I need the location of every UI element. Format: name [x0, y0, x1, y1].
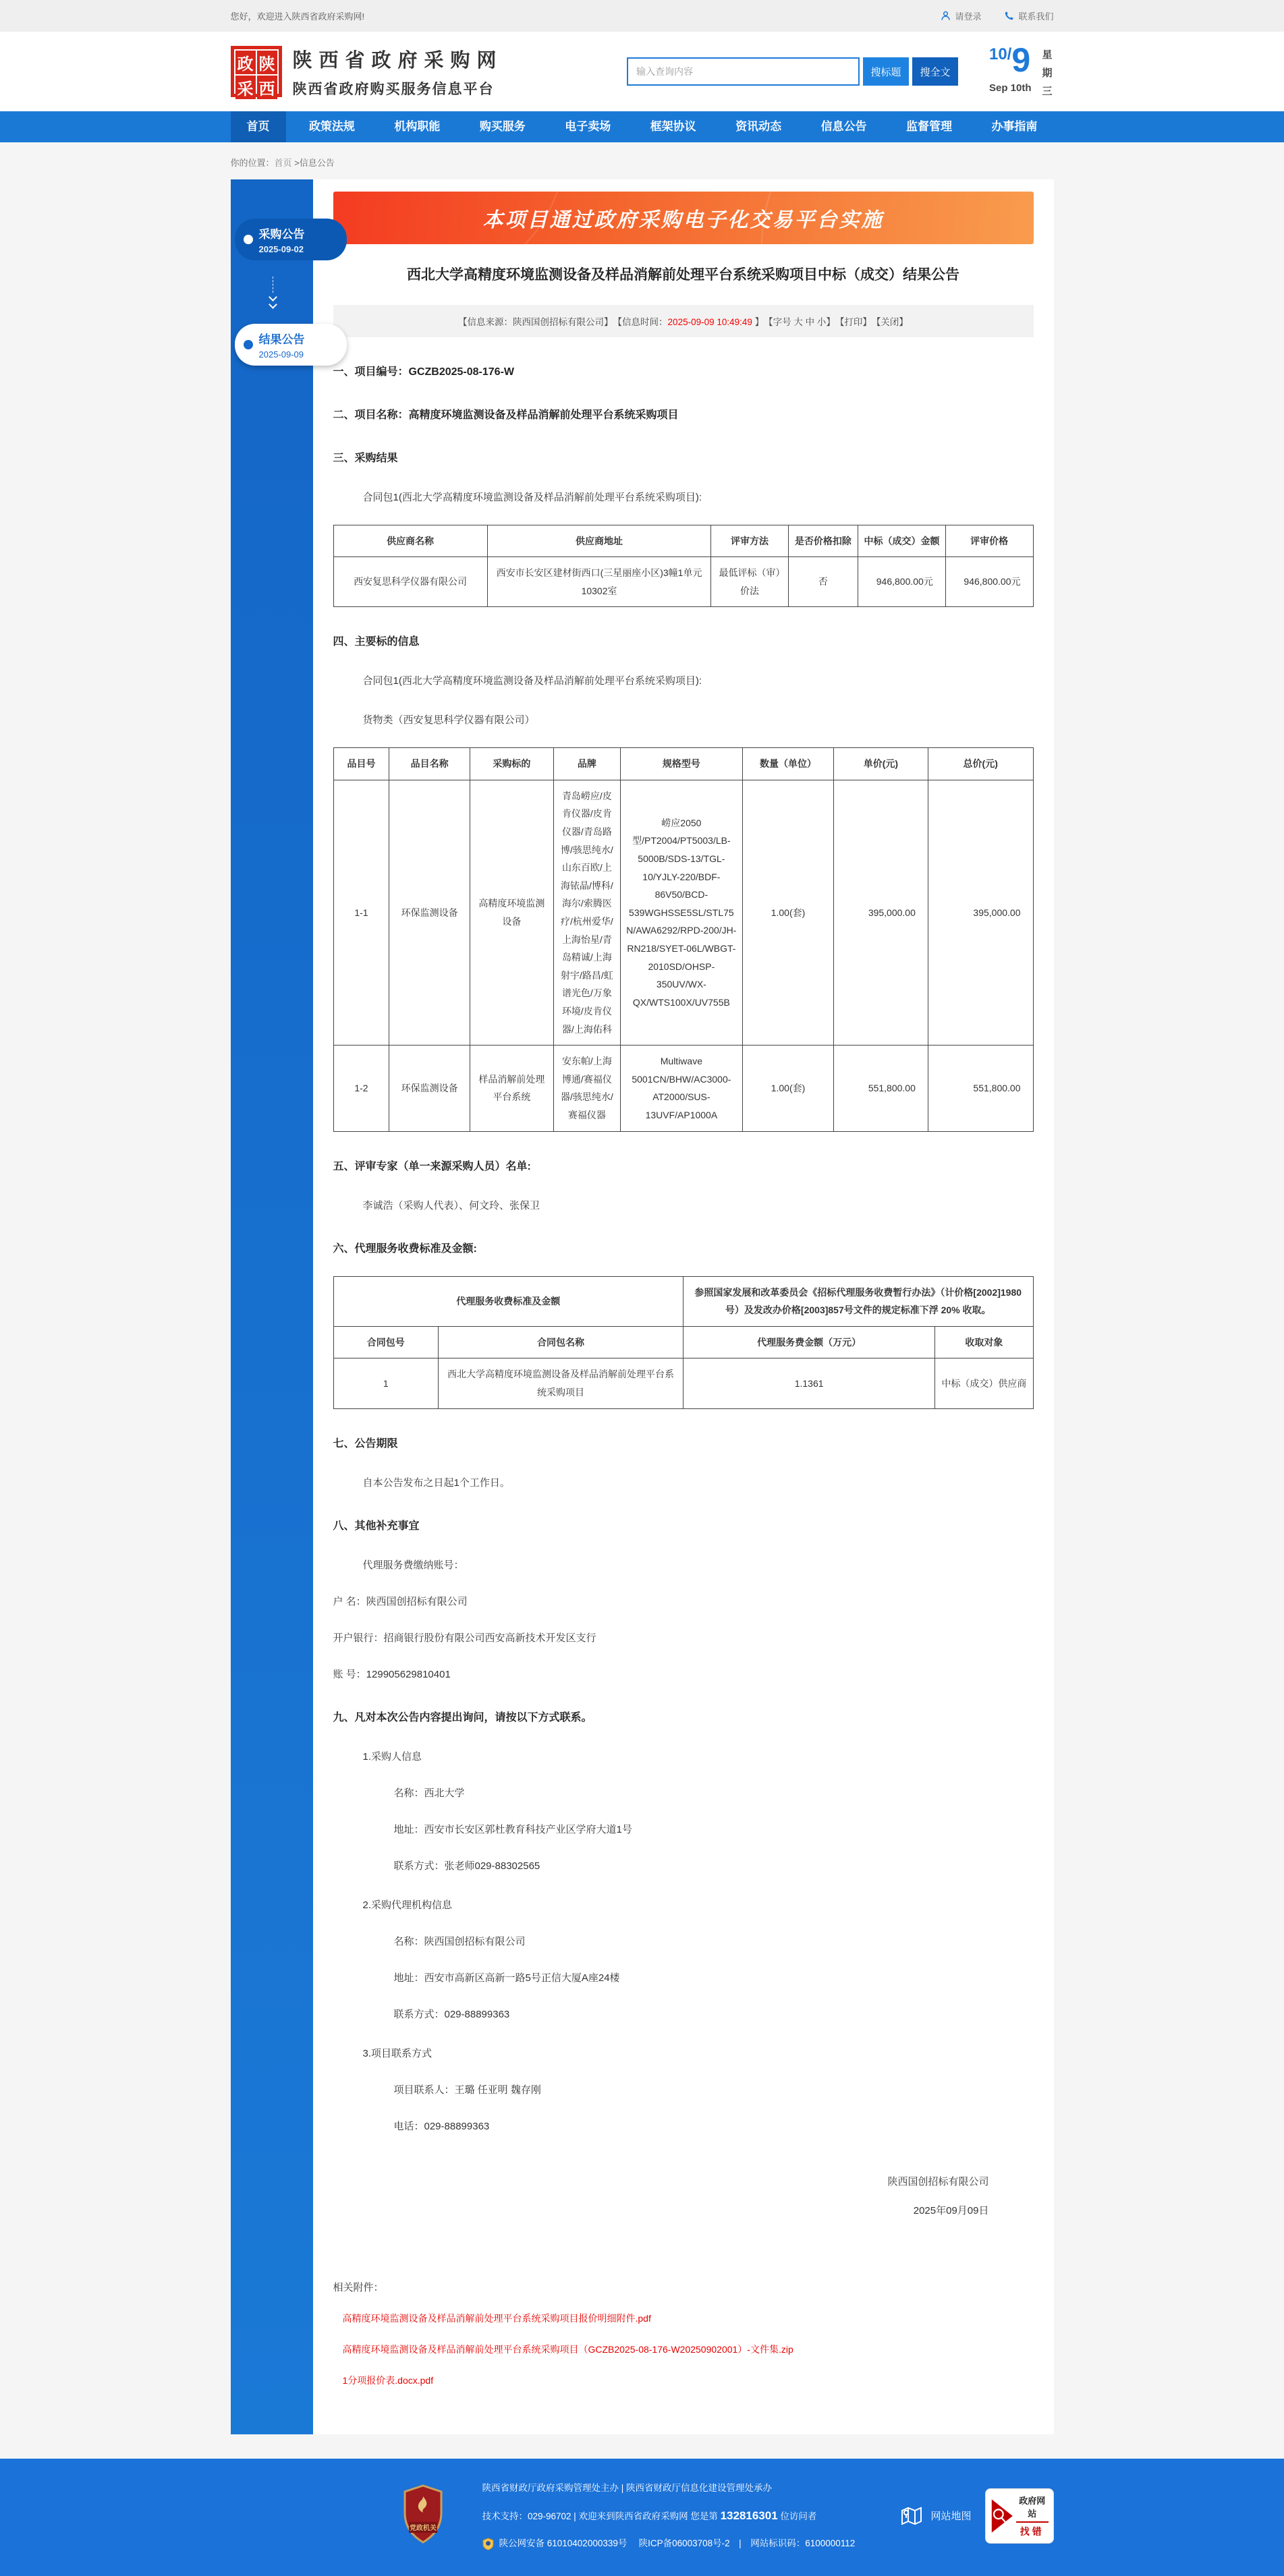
agency-name: 名称：陕西国创招标有限公司: [393, 1935, 526, 1947]
table-header-row: 品目号 品目名称 采购标的 品牌 规格型号 数量（单位） 单价(元) 总价(元): [333, 748, 1033, 780]
attachments: [333, 2280, 1034, 2387]
award-amount: 946,800.00元: [858, 557, 946, 607]
bank-name: 开户银行：招商银行股份有限公司西安高新技术开发区支行: [333, 1632, 596, 1644]
map-icon: [899, 2504, 924, 2528]
visitor-count: 132816301: [720, 2509, 778, 2522]
party-gov-emblem: [401, 2484, 445, 2547]
weekday-label: 星期三: [1042, 49, 1053, 97]
info-source: 【信息来源：陕西国创招标有限公司】: [458, 316, 609, 327]
site-subtitle: 陕西省政府购买服务信息平台: [292, 81, 495, 97]
nav-item-e-mall[interactable]: 电子卖场: [565, 120, 611, 133]
sitemap-link[interactable]: 网站地图: [899, 2504, 971, 2528]
user-icon: [941, 11, 951, 21]
agency-group-title: 2.采购代理机构信息: [362, 1899, 453, 1911]
section-6-heading: 六、代理服务收费标准及金额:: [333, 1242, 477, 1255]
project-contact-group-title: 3.项目联系方式: [362, 2047, 432, 2059]
table-header-row: 供应商名称 供应商地址 评审方法 是否价格扣除 中标（成交）金额 评审价格: [333, 525, 1033, 557]
svg-text:党政机关: 党政机关: [409, 2525, 437, 2533]
nav-item-functions[interactable]: 机构职能: [394, 120, 441, 133]
table-row: 1-1 环保监测设备 高精度环境监测设备 青岛崂应/皮肯仪器/皮肯仪器/青岛路博/骇思纯水/山东百欧/上海铱晶/博科/海尔/索腾医疗/杭州爱华/上海怡星/青岛精诚/上海射宇/路昌/虹谱光色/万象环境/皮肯仪器/上海佑科 崂应2050型/PT2004/PT5003/LB-5000B/SDS-13/TGL-10/YJLY-220/BDF-86V50/BCD-539WGHSSE5SL/STL75N/AWA6292/RPD-200/JH-RN218/SYET-06L/WBGT-2010SD/OHSP-350UV/WX-QX/WTS100X/UV755B 1.00(套) 395,000.00 395,000.00: [333, 780, 1033, 1045]
gov-site-error-report-badge[interactable]: 政府网站 找错: [985, 2488, 1054, 2544]
signature-company: 陕西国创招标有限公司: [887, 2175, 989, 2187]
agency-fee-table: [333, 1276, 1034, 1409]
section-3-package: 合同包1(西北大学高精度环境监测设备及样品消解前处理平台系统采购项目):: [362, 491, 702, 503]
breadcrumb: 你的位置：首页 >信息公告: [230, 158, 335, 168]
article-meta-bar: 【信息来源：陕西国创招标有限公司】 【信息时间：2025-09-09 10:49:49 】 【字号 大 中 小】 【打印】 【关闭】: [333, 305, 1034, 337]
nav-item-purchase-service[interactable]: 购买服务: [479, 120, 526, 133]
nav-item-framework[interactable]: 框架协议: [650, 120, 696, 133]
article-title: 西北大学高精度环境监测设备及样品消解前处理平台系统采购项目中标（成交）结果公告: [407, 267, 959, 283]
main-bid-items-table: [333, 747, 1034, 1131]
date-day: 9: [1011, 40, 1031, 79]
section-4-package: 合同包1(西北大学高精度环境监测设备及样品消解前处理平台系统采购项目):: [362, 675, 702, 687]
nav-item-home[interactable]: 首页: [231, 111, 286, 142]
attachment-link-file-set-zip[interactable]: 高精度环境监测设备及样品消解前处理平台系统采购项目（GCZB2025-08-176-W20250902001）-文件集.zip: [342, 2343, 793, 2355]
section-8-heading: 八、其他补充事宜: [333, 1520, 420, 1532]
timeline-sidebar: [231, 179, 313, 2434]
table-row: 西安复思科学仪器有限公司 西安市长安区建材街西口(三星丽座小区)3幢1单元10302室 最低评标（审）价法 否 946,800.00元 946,800.00元: [333, 557, 1033, 607]
section-1-project-number: 一、项目编号：GCZB2025-08-176-W: [333, 366, 515, 378]
account-number: 账 号：129905629810401: [333, 1668, 451, 1680]
attachment-link-itemized-quote-pdf[interactable]: 1分项报价表.docx.pdf: [342, 2374, 434, 2386]
login-link[interactable]: 请登录: [941, 9, 981, 22]
site-footer: [0, 2459, 1284, 2576]
font-size-control[interactable]: 【字号 大 中 小】: [768, 316, 831, 327]
table-row: 1-2 环保监测设备 样品消解前处理平台系统 安东帕/上海博通/赛福仪器/骇思纯水/赛福仪器 Multiwave 5001CN/BHW/AC3000-AT2000/SUS-13UVF/AP1000A 1.00(套) 551,800.00 551,800.00: [333, 1046, 1033, 1131]
attachments-label: 相关附件：: [333, 2281, 384, 2293]
section-7-heading: 七、公告期限: [333, 1437, 398, 1450]
section-3-heading: 三、采购结果: [333, 452, 398, 464]
brand-list: 安东帕/上海博通/赛福仪器/骇思纯水/赛福仪器: [554, 1046, 621, 1131]
fee-standard-label: 代理服务收费标准及金额: [333, 1276, 683, 1326]
search-fulltext-button[interactable]: 搜全文: [912, 57, 958, 86]
expert-names: 李诚浩（采购人代表）、何文玲、张保卫: [362, 1199, 540, 1211]
table-row: 1 西北大学高精度环境监测设备及样品消解前处理平台系统采购项目 1.1361 中标（成交）供应商: [333, 1358, 1033, 1408]
fee-standard-text: 参照国家发展和改革委员会《招标代理服务收费暂行办法》（计价格[2002]1980号）及发改办价格[2003]857号文件的规定标准下浮 20% 收取。: [683, 1276, 1033, 1326]
attachment-link-quote-detail-pdf[interactable]: 高精度环境监测设备及样品消解前处理平台系统采购项目报价明细附件.pdf: [342, 2312, 651, 2324]
nav-item-guide[interactable]: 办事指南: [991, 120, 1038, 133]
step-dot: [244, 235, 253, 244]
nav-item-policies[interactable]: 政策法规: [308, 120, 355, 133]
project-phone: 电话：029-88899363: [393, 2120, 490, 2132]
search-input[interactable]: [627, 57, 860, 86]
agency-address: 地址：西安市高新区高新一路5号正信大厦A座24楼: [393, 1972, 620, 1984]
step-result-announcement[interactable]: 结果公告 2025-09-09: [235, 324, 347, 366]
purchaser-contact: 联系方式：张老师029-88302565: [393, 1860, 540, 1872]
signature-block: [333, 2167, 1034, 2226]
site-logo: 政 陕 采 西: [231, 46, 282, 97]
step-dot: [244, 340, 253, 349]
section-9-heading: 九、凡对本次公告内容提出询问，请按以下方式联系。: [333, 1711, 592, 1723]
supplier-name: 西安复思科学仪器有限公司: [333, 557, 487, 607]
contact-link[interactable]: 联系我们: [1004, 9, 1053, 22]
date-month: 10/: [988, 45, 1012, 63]
main-nav: [0, 111, 1284, 142]
supplier-address: 西安市长安区建材街西口(三星丽座小区)3幢1单元10302室: [487, 557, 711, 607]
signature-date: 2025年09月09日: [913, 2205, 989, 2217]
nav-item-announcements[interactable]: 信息公告: [820, 120, 867, 133]
footer-support-line: 技术支持：029-96702 | 欢迎来到陕西省政府采购网 您是第 132816301 位访问者: [482, 2509, 817, 2522]
info-time-label: 【信息时间：: [617, 316, 668, 327]
print-button[interactable]: 【打印】: [839, 316, 868, 327]
spec-model-list: Multiwave 5001CN/BHW/AC3000-AT2000/SUS-13UVF/AP1000A: [620, 1046, 742, 1131]
section-5-heading: 五、评审专家（单一来源采购人员）名单:: [333, 1160, 531, 1172]
announcement-period: 自本公告发布之日起1个工作日。: [362, 1477, 510, 1489]
search-bar: [627, 57, 958, 86]
purchaser-group-title: 1.采购人信息: [362, 1750, 422, 1763]
section-4-category: 货物类（西安复思科学仪器有限公司）: [362, 714, 535, 726]
spec-model-list: 崂应2050型/PT2004/PT5003/LB-5000B/SDS-13/TGL-10/YJLY-220/BDF-86V50/BCD-539WGHSSE5SL/STL75N/AWA6292/RPD-200/JH-RN218/SYET-06L/WBGT-2010SD/OHSP-350UV/WX-QX/WTS100X/UV755B: [620, 780, 742, 1045]
footer-beian-line: 陕公网安备 61010402000339号 陕ICP备06003708号-2 | 网站标识码：6100000112: [482, 2531, 856, 2556]
agency-contact: 联系方式：029-88899363: [393, 2008, 510, 2020]
site-header: [0, 32, 1284, 111]
purchaser-name: 名称：西北大学: [393, 1787, 465, 1799]
article-panel: [313, 179, 1054, 2434]
welcome-text: 您好，欢迎进入陕西省政府采购网!: [230, 11, 365, 22]
purchaser-address: 地址：西安市长安区郭杜教育科技产业区学府大道1号: [393, 1823, 632, 1835]
project-contacts: 项目联系人：王璐 任亚明 魏存刚: [393, 2084, 541, 2096]
section-2-project-name: 二、项目名称：高精度环境监测设备及样品消解前处理平台系统采购项目: [333, 409, 679, 421]
fee-account-intro: 代理服务费缴纳账号：: [362, 1559, 464, 1571]
account-name: 户 名：陕西国创招标有限公司: [333, 1595, 468, 1607]
procurement-result-table: [333, 525, 1034, 608]
phone-icon: [1004, 11, 1014, 21]
table-header-row: 合同包号 合同包名称 代理服务费金额（万元） 收取对象: [333, 1326, 1033, 1358]
breadcrumb-home-link[interactable]: 首页: [274, 158, 292, 168]
site-title: 陕西省政府采购网: [292, 49, 503, 71]
info-time-value: 2025-09-09 10:49:49: [667, 316, 752, 327]
close-button[interactable]: 【关闭】: [876, 316, 908, 327]
nav-item-supervision[interactable]: 监督管理: [906, 120, 952, 133]
footer-organizer-line: 陕西省财政厅政府采购管理处主办 | 陕西省财政厅信息化建设管理处承办: [482, 2482, 773, 2493]
search-title-button[interactable]: 搜标题: [863, 57, 909, 86]
review-price: 946,800.00元: [945, 557, 1033, 607]
error-report-icon: [990, 2494, 1014, 2538]
step-purchase-announcement[interactable]: 采购公告 2025-09-02: [235, 219, 347, 260]
police-badge-icon: [482, 2538, 494, 2550]
date-widget: [988, 40, 1054, 101]
top-bar: [0, 0, 1284, 32]
nav-item-news[interactable]: 资讯动态: [735, 120, 782, 133]
arrow-down-icon: [269, 277, 278, 308]
main-area: [231, 179, 1054, 2434]
section-4-heading: 四、主要标的信息: [333, 636, 420, 648]
date-english: Sep 10th: [988, 82, 1032, 94]
platform-banner: 本项目通过政府采购电子化交易平台实施: [333, 192, 1034, 244]
brand-list: 青岛崂应/皮肯仪器/皮肯仪器/青岛路博/骇思纯水/山东百欧/上海铱晶/博科/海尔/索腾医疗/杭州爱华/上海怡星/青岛精诚/上海射宇/路昌/虹谱光色/万象环境/皮肯仪器/上海佑科: [554, 780, 621, 1045]
table-row: [333, 1276, 1033, 1326]
